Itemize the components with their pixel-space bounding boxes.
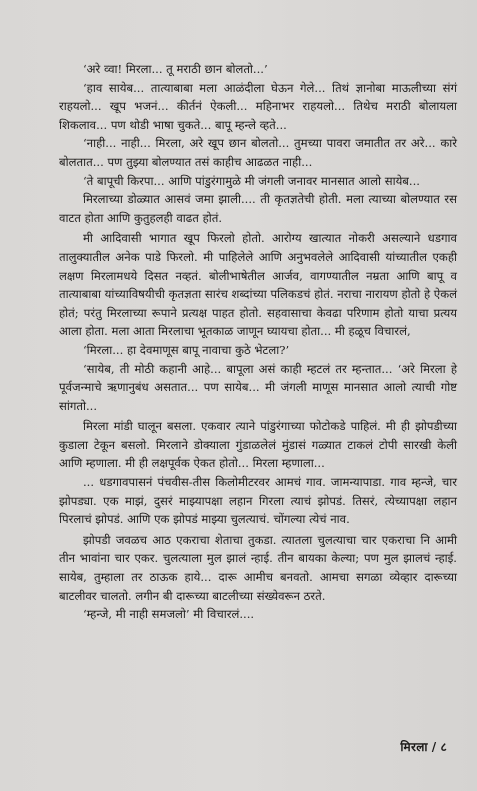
paragraph: ‘सायेब, ती मोठी कहानी आहे... बापूला असं काही म्हटलं तर म्हन्तात... ‘अरे मिरला हे पूर्वजन्माचे ऋणानुबंध असतात... पण सायेब... मी जंगली माणूस मानसात आलो त्याची गोष्ट सांगतो... [59, 361, 457, 413]
page-number: ८ [440, 740, 447, 754]
body-text [59, 60, 457, 624]
paragraph: ‘म्हन्जे, मी नाही समजलो’ मी विचारलं.... [83, 607, 255, 622]
page-footer [400, 738, 447, 755]
paragraph: ‘ते बापूची किरपा... आणि पांडुरंगामुळे मी जंगली जनावर मानसात आलो सायेब... [83, 173, 420, 188]
footer-separator: / [431, 740, 437, 754]
paragraph: मिरला मांडी घालून बसला. एकवार त्याने पांडुरंगाच्या फोटोकडे पाहिलं. मी ही झोपडीच्या कुडाला टेकून बसलो. मिरलाने डोक्याला गुंडाळलेलं मुंडासं गळ्यात टाकलं टोपी सारखी केली आणि म्हणाला. मी ही लक्षपूर्वक ऐकत होतो... मिरला म्हणाला... [59, 419, 457, 471]
paragraph: ‘अरे व्वा! मिरला... तू मराठी छान बोलतो...’ [83, 62, 268, 76]
paragraph: ... धडगावपासनं पंचवीस-तीस किलोमीटरवर आमचं गाव. जामन्यापाडा. गाव म्हन्जे, चार झोपड्या. एक माझं, दुसरं माझ्यापक्षा लहान गिरला त्याचं झोपडं. तिसरं, त्येच्यापक्षा लहान पिरलाचं झोपडं. आणि एक झोपडं माझ्या चुलत्याचं. चोंगल्या त्येचं नाव. [59, 475, 457, 527]
paragraph: मी आदिवासी भागात खूप फिरलो होतो. आरोग्य खात्यात नोकरी असल्याने धडगाव तालुक्यातील अनेक पाडे फिरलो. मी पाहिलेले आणि अनुभवलेले आदिवासी यांच्यातील एकही लक्षण मिरलामधये दिसत नव्हतं. बोलीभाषेतील आर्जव, वागण्यातील नम्रता आणि बापू व तात्याबाबा यांच्याविषयीची कृतज्ञता सारंच शब्दांच्या पलिकडचं होतं. नराचा नारायण होतो हे ऐकलं होतं; परंतु मिरलाच्या रूपाने प्रत्यक्ष पाहत होतो. सहवासाचा केवढा परिणाम होतो याचा प्रत्यय आला होता. मला आता मिरलाचा भूतकाळ जाणून घ्यायचा होता... मी हळूच विचारलं, [59, 231, 457, 339]
running-title: मिरला [400, 740, 428, 754]
paragraph: मिरलाच्या डोळ्यात आसवं जमा झाली.... ती कृतज्ञतेची होती. मला त्याच्या बोलण्यात रस वाटत होता आणि कुतुहलही वाढत होतं. [59, 192, 457, 225]
paragraph: ‘नाही... नाही... मिरला, अरे खूप छान बोलतो... तुमच्या पावरा जमातीत तर अरे... कारे बोलतात... पण तुझ्या बोलण्यात तसं काहीच आढळत नाही... [59, 136, 457, 169]
paragraph: झोपडी जवळच आठ एकराचा शेताचा तुकडा. त्यातला चुलत्याचा चार एकराचा नि आमी तीन भावांना चार एकर. चुलत्याला मुल झालं न्हाई. तीन बायका केल्या; पण मुल झालचं न्हाई. सायेब, तुम्हाला तर ठाऊक हाये... दारू आमीच बनवतो. आमचा सगळा व्येव्हार दारूच्या बाटलीवर चालतो. लगीन बी दारूच्या बाटलीच्या संख्येवरून ठरते. [59, 532, 457, 603]
paragraph: ‘मिरला... हा देवमाणूस बापू नावाचा कुठे भेटला?’ [83, 342, 290, 357]
paragraph: ‘हाव सायेब... तात्याबाबा मला आळंदीला घेऊन गेले... तिथं ज्ञानोबा माऊलीच्या संगं राहयलो... खूप भजनं... कीर्तनं ऐकली... महिनाभर राहयलो... तिथेच मराठी बोलायला शिकलाव... पण थोडी भाषा चुकते... बापू म्हन्ले व्हते... [59, 80, 457, 132]
